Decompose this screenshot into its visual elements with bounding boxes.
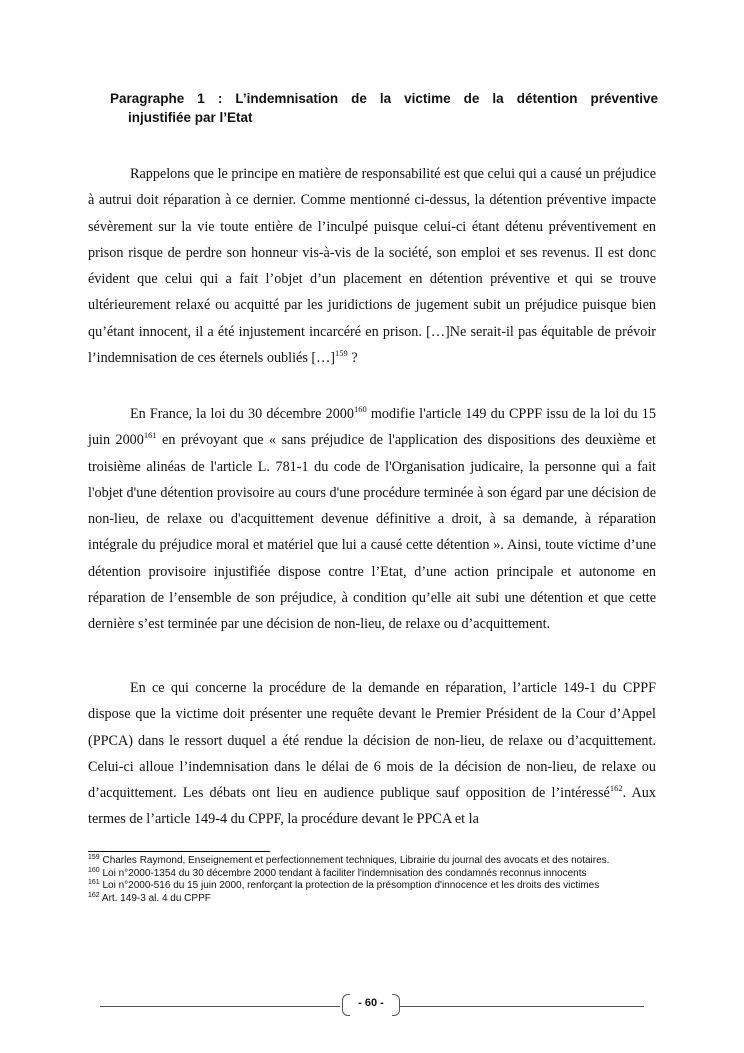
paragraph-1-tail: ?	[347, 350, 358, 367]
section-heading-line-1: Paragraphe 1 : L’indemnisation de la victime de la détention préventive	[110, 91, 658, 106]
footnote-text: Art. 149-3 al. 4 du CPPF	[99, 892, 211, 904]
footer-rule-left	[100, 1006, 340, 1007]
paragraph-3-part-a: En ce qui concerne la procédure de la demande en réparation, l’article 149-1 du CPPF dispose que la victime doit présenter une requête devant le Premier Président de la Cour d’Appel (PPCA) dans le ressort duquel a été rendue la décision de non-lieu, de relaxe ou d’acquittement. Celui-ci alloue l’indemnisation dans le délai de 6 mois de la décision de non-lieu, de relaxe ou d’acquittement. Les débats ont lieu en audience publique sauf opposition de l’intéressé	[88, 680, 656, 802]
footnote-161	[88, 880, 656, 893]
footnote-text: Charles Raymond, Enseignement et perfectionnement techniques, Librairie du journal des avocats et des notaires.	[99, 855, 610, 866]
footnote-text: Loi n°2000-1354 du 30 décembre 2000 tendant à faciliter l'indemnisation des condamnés reconnus innocents	[99, 867, 587, 879]
footer-bracket-right	[392, 994, 400, 1016]
footnote-ref-160[interactable]: 160	[353, 404, 367, 414]
paragraph-1-text: Rappelons que le principe en matière de responsabilité est que celui qui a causé un préjudice à autrui doit réparation à ce dernier. Comme mentionné ci-dessus, la détention préventive impacte sévèrement sur la vie toute entière de l’inculpé puisque celui-ci étant détenu préventivement en prison risque de perdre son honneur vis-à-vis de la société, son emploi et ses revenus. Il est donc évident que celui qui a fait l’objet d’un placement en détention préventive et qui se trouve ultérieurement relaxé ou acquitté par les juridictions de jugement subit un préjudice puisque bien qu’étant innocent, il a été injustement incarcéré en prison. […]Ne serait-il pas équitable de prévoir l’indemnisation de ces éternels oubliés […]	[88, 166, 656, 367]
page-footer	[100, 994, 644, 1018]
section-heading	[110, 89, 658, 127]
footnote-separator	[88, 851, 270, 852]
paragraph-2-part-c: en prévoyant que « sans préjudice de l'application des dispositions des deuxième et troisième alinéas de l'article L. 781-1 du code de l'Organisation judicaire, la personne qui a fait l'objet d'une détention provisoire au cours d'une procédure terminée à son égard par une décision de non-lieu, de relaxe ou d'acquittement devenue définitive a droit, à sa demande, à réparation intégrale du préjudice moral et matériel que lui a causé cette détention ». Ainsi, toute victime d’une détention provisoire injustifiée dispose contre l’Etat, d’une action principale et autonome en réparation de l’ensemble de son préjudice, à condition qu’elle ait subi une détention et que cette dernière s’est terminée par une décision de non-lieu, de relaxe ou d’acquittement.	[88, 432, 656, 633]
footnote-ref-159[interactable]: 159	[335, 348, 348, 359]
footnotes	[88, 855, 656, 905]
page-number: - 60 -	[358, 997, 384, 1009]
footnote-ref-161[interactable]: 161	[143, 430, 157, 441]
paragraph-2-part-b: modifie l'article 149 du CPPF issu de la loi du 15 juin 2000	[88, 406, 656, 449]
section-heading-line-2: injustifiée par l’Etat	[128, 110, 253, 125]
footnote-number: 162	[88, 891, 100, 899]
footnote-number: 159	[88, 854, 100, 861]
paragraph-1	[88, 161, 656, 371]
footnote-number: 161	[88, 879, 100, 886]
footnote-162	[88, 893, 656, 906]
paragraph-3-part-b: . Aux termes de l’article 149-4 du CPPF, la procédure devant le PPCA et la	[88, 785, 656, 828]
footnote-text: Loi n°2000-516 du 15 juin 2000, renforçant la protection de la présomption d'innocence et les droits des victimes	[99, 880, 600, 891]
paragraph-3	[88, 675, 656, 833]
footer-bracket-left	[342, 994, 350, 1016]
footnote-ref-162[interactable]: 162	[609, 783, 623, 794]
paragraph-2	[88, 401, 656, 638]
footnote-159	[88, 855, 656, 868]
footer-rule-right	[400, 1006, 644, 1007]
paragraph-2-part-a: En France, la loi du 30 décembre 2000	[130, 406, 354, 422]
footnote-160	[88, 868, 656, 881]
footnote-number: 160	[88, 866, 100, 874]
